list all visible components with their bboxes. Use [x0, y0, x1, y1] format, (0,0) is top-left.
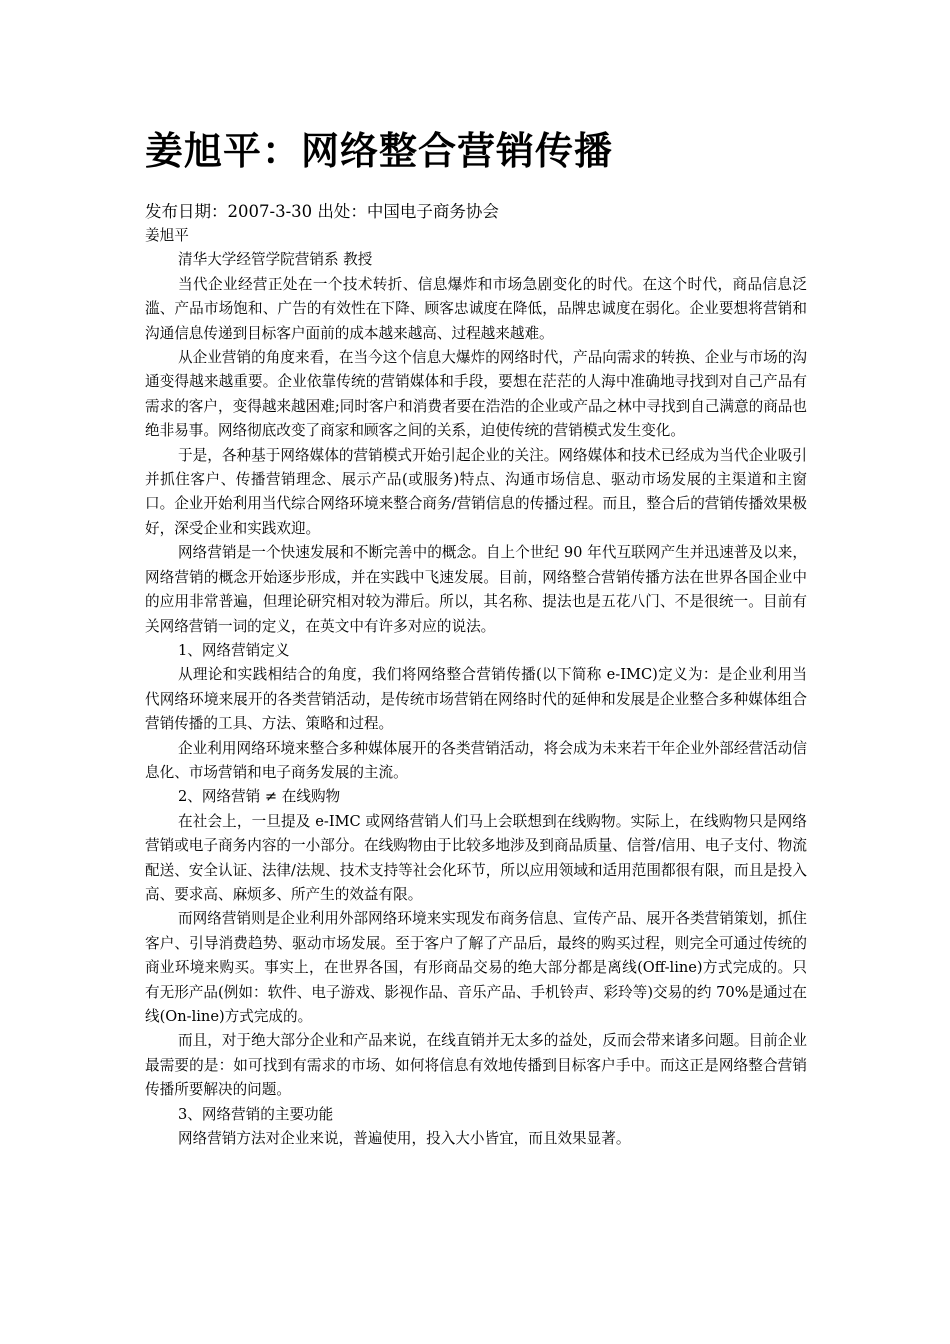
paragraph: 当代企业经营正处在一个技术转折、信息爆炸和市场急剧变化的时代。在这个时代，商品信息泛滥、产品市场饱和、广告的有效性在下降、顾客忠诚度在降低，品牌忠诚度在弱化。企业要想将营销和沟通信息传递到目标客户面前的成本越来越高、过程越来越难。 [145, 275, 807, 342]
section-heading: 2、网络营销 ≠ 在线购物 [178, 788, 341, 806]
paragraph: 在社会上，一旦提及 e-IMC 或网络营销人们马上会联想到在线购物。实际上，在线购物只是网络营销或电子商务内容的一小部分。在线购物由于比较多地涉及到商品质量、信誉/信用、电子支付、物流配送、安全认证、法律/法规、技术支持等社会化环节，所以应用领域和适用范围都很有限，而且是投入高、要求高、麻烦多、所产生的效益有限。 [145, 812, 807, 903]
publish-meta-line: 发布日期：2007-3-30 出处：中国电子商务协会 [145, 202, 499, 221]
author-name: 姜旭平 [145, 227, 189, 244]
paragraph: 网络营销是一个快速发展和不断完善中的概念。自上个世纪 90 年代互联网产生并迅速普及以来，网络营销的概念开始逐步形成，并在实践中飞速发展。目前，网络整合营销传播方法在世界各国企业中的应用非常普遍，但理论研究相对较为滞后。所以，其名称、提法也是五花八门、不是很统一。目前有关网络营销一词的定义，在英文中有许多对应的说法。 [145, 544, 807, 635]
section-heading: 3、网络营销的主要功能 [178, 1105, 334, 1123]
section-heading: 1、网络营销定义 [178, 641, 290, 659]
document-page [145, 0, 807, 1151]
paragraph: 网络营销方法对企业来说，普遍使用，投入大小皆宜，而且效果显著。 [178, 1130, 631, 1148]
paragraph: 而且，对于绝大部分企业和产品来说，在线直销并无太多的益处，反而会带来诸多问题。目前企业最需要的是：如可找到有需求的市场、如何将信息有效地传播到目标客户手中。而这正是网络整合营销传播所要解决的问题。 [145, 1032, 807, 1099]
paragraph: 从企业营销的角度来看，在当今这个信息大爆炸的网络时代，产品向需求的转换、企业与市场的沟通变得越来越重要。企业依靠传统的营销媒体和手段，要想在茫茫的人海中准确地寻找到对自己产品有需求的客户，变得越来越困难;同时客户和消费者要在浩浩的企业或产品之林中寻找到自己满意的商品也绝非易事。网络彻底改变了商家和顾客之间的关系，迫使传统的营销模式发生变化。 [145, 349, 807, 440]
author-affiliation: 清华大学经管学院营销系 教授 [178, 251, 373, 269]
article-title: 姜旭平：网络整合营销传播 [145, 129, 614, 173]
paragraph: 从理论和实践相结合的角度，我们将网络整合营销传播(以下简称 e-IMC)定义为：是企业利用当代网络环境来展开的各类营销活动，是传统市场营销在网络时代的延伸和发展是企业整合多种媒体组合营销传播的工具、方法、策略和过程。 [145, 666, 807, 733]
paragraph: 而网络营销则是企业利用外部网络环境来实现发布商务信息、宣传产品、展开各类营销策划，抓住客户、引导消费趋势、驱动市场发展。至于客户了解了产品后，最终的购买过程，则完全可通过传统的商业环境来购买。事实上，在世界各国，有形商品交易的绝大部分都是离线(Off-line)方式完成的。只有无形产品(例如：软件、电子游戏、影视作品、音乐产品、手机铃声、彩玲等)交易的约 70%是通过在线(On-line)方式完成的。 [145, 910, 807, 1025]
article-body [145, 224, 807, 1151]
paragraph: 企业利用网络环境来整合多种媒体展开的各类营销活动，将会成为未来若干年企业外部经营活动信息化、市场营销和电子商务发展的主流。 [145, 739, 807, 781]
paragraph: 于是，各种基于网络媒体的营销模式开始引起企业的关注。网络媒体和技术已经成为当代企业吸引并抓住客户、传播营销理念、展示产品(或服务)特点、沟通市场信息、驱动市场发展的主渠道和主窗口。企业开始利用当代综合网络环境来整合商务/营销信息的传播过程。而且，整合后的营销传播效果极好，深受企业和实践欢迎。 [145, 446, 807, 537]
